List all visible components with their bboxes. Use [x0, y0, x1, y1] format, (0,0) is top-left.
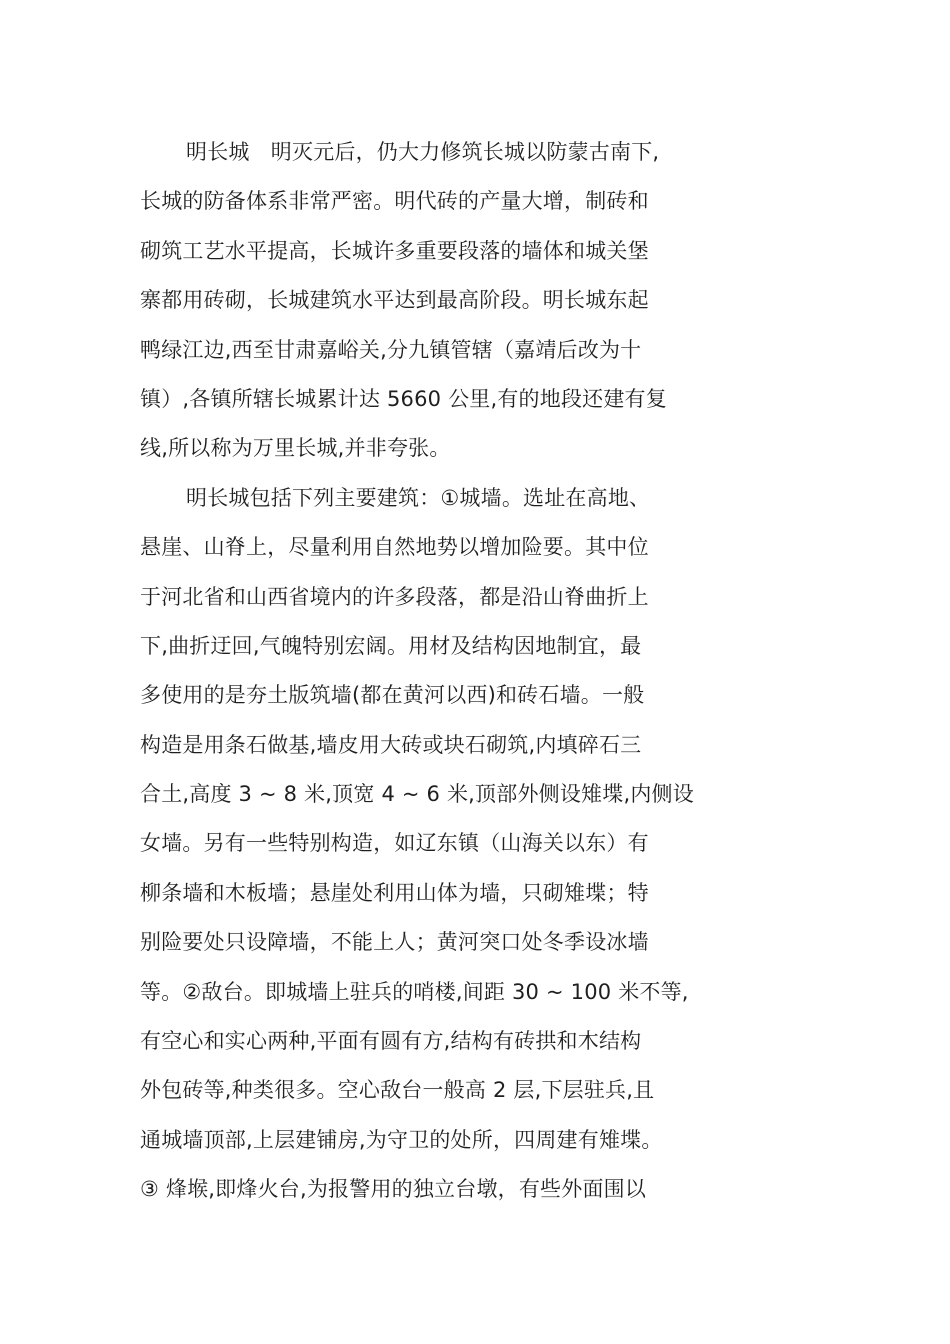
- paragraph-1-line-4: 寨都用砖砌，长城建筑水平达到最高阶段。明长城东起: [140, 288, 649, 313]
- paragraph-2-line-1: 明长城包括下列主要建筑：①城墙。选址在高地、: [186, 485, 651, 510]
- paragraph-1-line-3: 砌筑工艺水平提高，长城许多重要段落的墙体和城关堡: [140, 238, 649, 263]
- paragraph-2-line-9: 柳条墙和木板墙；悬崖处利用山体为墙，只砌雉堞；特: [140, 880, 649, 905]
- paragraph-2-line-15: ③ 烽堠,即烽火台,为报警用的独立台墩，有些外面围以: [140, 1177, 647, 1202]
- paragraph-1-line-6: 镇）,各镇所辖长城累计达 5660 公里,有的地段还建有复: [140, 386, 667, 411]
- paragraph-2-line-11: 等。②敌台。即城墙上驻兵的哨楼,间距 30 ~ 100 米不等,: [140, 979, 689, 1004]
- paragraph-1-line-2: 长城的防备体系非常严密。明代砖的产量大增，制砖和: [140, 189, 649, 214]
- paragraph-2-line-7: 合土,高度 3 ~ 8 米,顶宽 4 ~ 6 米,顶部外侧设雉堞,内侧设: [140, 782, 694, 807]
- paragraph-2-line-2: 悬崖、山脊上，尽量利用自然地势以增加险要。其中位: [140, 535, 649, 560]
- paragraph-2-line-6: 构造是用条石做基,墙皮用大砖或块石砌筑,内填碎石三: [140, 732, 642, 757]
- paragraph-2-line-10: 别险要处只设障墙，不能上人；黄河突口处冬季设冰墙: [140, 930, 649, 955]
- paragraph-2-line-12: 有空心和实心两种,平面有圆有方,结构有砖拱和木结构: [140, 1029, 642, 1054]
- paragraph-1-line-7: 线,所以称为万里长城,并非夸张。: [140, 436, 451, 461]
- paragraph-2-line-3: 于河北省和山西省境内的许多段落，都是沿山脊曲折上: [140, 584, 649, 609]
- paragraph-2-line-14: 通城墙顶部,上层建铺房,为守卫的处所，四周建有雉堞。: [140, 1127, 663, 1152]
- paragraph-2-line-13: 外包砖等,种类很多。空心敌台一般高 2 层,下层驻兵,且: [140, 1078, 655, 1103]
- paragraph-2-line-5: 多使用的是夯土版筑墙(都在黄河以西)和砖石墙。一般: [140, 683, 645, 708]
- paragraph-1-line-1: 明长城 明灭元后，仍大力修筑长城以防蒙古南下,: [186, 140, 660, 164]
- body-text: [140, 128, 700, 1215]
- paragraph-1-line-5: 鸭绿江边,西至甘肃嘉峪关,分九镇管辖（嘉靖后改为十: [140, 337, 642, 362]
- paragraph-2-line-8: 女墙。另有一些特别构造，如辽东镇（山海关以东）有: [140, 831, 649, 856]
- paragraph-2-line-4: 下,曲折迂回,气魄特别宏阔。用材及结构因地制宜，最: [140, 633, 642, 658]
